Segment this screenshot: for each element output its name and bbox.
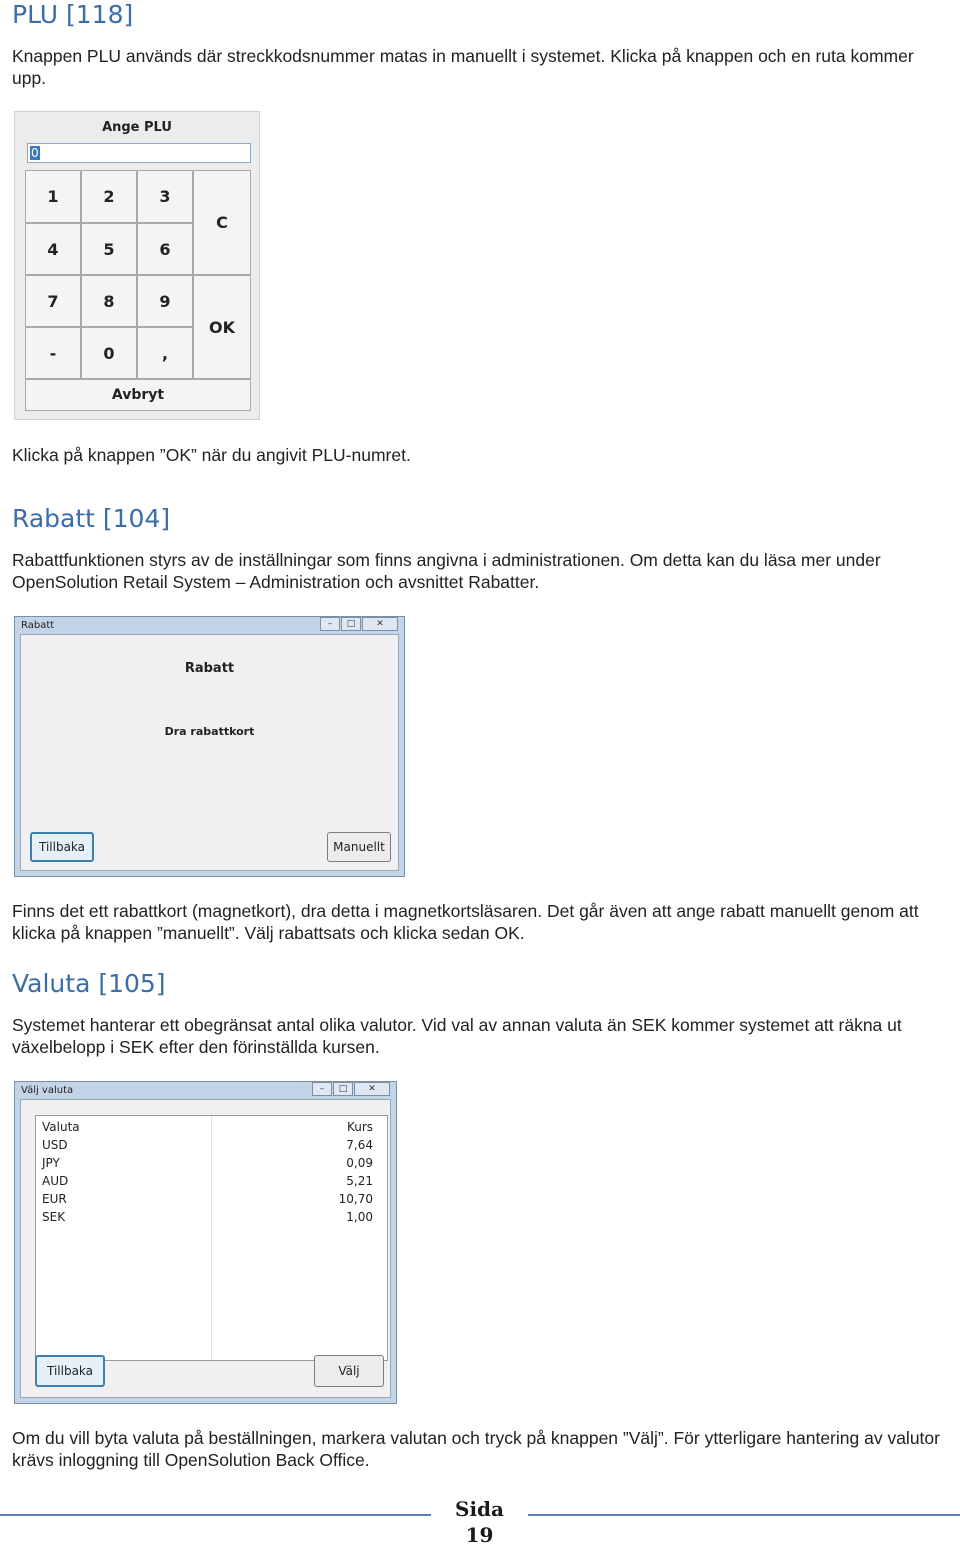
currency-code: AUD (42, 1174, 69, 1188)
key-6[interactable]: 6 (137, 223, 193, 275)
back-button[interactable]: Tillbaka (30, 832, 94, 862)
minimize-icon[interactable]: – (312, 1082, 332, 1096)
valuta-window-title: Välj valuta (21, 1085, 74, 1096)
currency-list[interactable] (35, 1115, 388, 1361)
valuta-after-text: Om du vill byta valuta på beställningen, markera valutan och tryck på knappen ”Välj”. För ytterligare hantering av valutor krävs inloggning till OpenSolution Back Office. (12, 1428, 940, 1470)
currency-rate: 5,21 (346, 1174, 373, 1188)
key-4[interactable]: 4 (25, 223, 81, 275)
close-icon[interactable]: ✕ (354, 1082, 390, 1096)
back-button[interactable]: Tillbaka (35, 1355, 105, 1387)
maximize-icon[interactable]: □ (341, 617, 361, 631)
plu-dialog (14, 111, 260, 420)
page-label (431, 1496, 528, 1548)
currency-rate: 10,70 (338, 1192, 373, 1206)
rabatt-window-client (20, 634, 399, 871)
header-currency: Valuta (42, 1120, 80, 1134)
key-1[interactable]: 1 (25, 170, 81, 223)
footer-rule-left (0, 1514, 431, 1516)
list-item[interactable] (36, 1192, 387, 1210)
page-number: 19 (465, 1523, 494, 1547)
select-button[interactable]: Välj (314, 1355, 384, 1387)
currency-rate: 1,00 (346, 1210, 373, 1224)
rabatt-window-title: Rabatt (21, 620, 55, 631)
list-header (36, 1120, 387, 1138)
key-comma[interactable]: , (137, 327, 193, 379)
rabatt-title: Rabatt (184, 661, 235, 676)
page-word: Sida (455, 1497, 504, 1521)
key-2[interactable]: 2 (81, 170, 137, 223)
close-icon[interactable]: ✕ (362, 617, 398, 631)
minimize-icon[interactable]: – (320, 617, 340, 631)
footer-rule-right (528, 1514, 960, 1516)
currency-code: USD (42, 1138, 68, 1152)
rabatt-intro-text: Rabattfunktionen styrs av de inställningar som finns angivna i administrationen. Om detta kan du läsa mer under OpenSolution Retail System – Administration och avsnittet Rabatter. (12, 550, 881, 592)
plu-after-text: Klicka på knappen ”OK” när du angivit PLU-numret. (12, 445, 411, 465)
plu-dialog-title: Ange PLU (102, 120, 172, 135)
currency-code: EUR (42, 1192, 67, 1206)
currency-rate: 7,64 (346, 1138, 373, 1152)
plu-intro-text: Knappen PLU används där streckkodsnummer matas in manuellt i systemet. Klicka på knappen och en ruta kommer upp. (12, 46, 914, 88)
header-rate: Kurs (346, 1120, 373, 1134)
key-9[interactable]: 9 (137, 275, 193, 327)
list-item[interactable] (36, 1174, 387, 1192)
key-8[interactable]: 8 (81, 275, 137, 327)
window-controls (311, 1082, 390, 1096)
key-5[interactable]: 5 (81, 223, 137, 275)
plu-input[interactable] (27, 143, 251, 163)
section-heading-plu: PLU [118] (12, 0, 134, 29)
key-7[interactable]: 7 (25, 275, 81, 327)
list-item[interactable] (36, 1138, 387, 1156)
section-heading-rabatt: Rabatt [104] (12, 504, 171, 533)
plu-input-value: 0 (31, 146, 39, 160)
manual-button[interactable]: Manuellt (327, 832, 391, 862)
valuta-window (14, 1081, 397, 1404)
rabatt-prompt: Dra rabattkort (164, 725, 255, 738)
clear-button[interactable]: C (193, 170, 251, 275)
currency-code: SEK (42, 1210, 66, 1224)
cancel-button[interactable]: Avbryt (25, 379, 251, 411)
key-3[interactable]: 3 (137, 170, 193, 223)
valuta-window-client (20, 1099, 391, 1398)
rabatt-after-text: Finns det ett rabattkort (magnetkort), dra detta i magnetkortsläsaren. Det går även att ange rabatt manuellt genom att klicka på knappen ”manuellt”. Välj rabattsats och klicka sedan OK. (12, 901, 919, 943)
ok-button[interactable]: OK (193, 275, 251, 379)
maximize-icon[interactable]: □ (333, 1082, 353, 1096)
key-0[interactable]: 0 (81, 327, 137, 379)
valuta-intro-text: Systemet hanterar ett obegränsat antal olika valutor. Vid val av annan valuta än SEK kommer systemet att räkna ut växelbelopp i SEK efter den förinställda kursen. (12, 1015, 902, 1057)
key-minus[interactable]: - (25, 327, 81, 379)
list-item[interactable] (36, 1210, 387, 1228)
list-item[interactable] (36, 1156, 387, 1174)
currency-code: JPY (42, 1156, 60, 1170)
currency-rate: 0,09 (346, 1156, 373, 1170)
section-heading-valuta: Valuta [105] (12, 969, 166, 998)
window-controls (319, 617, 398, 631)
rabatt-window (14, 616, 405, 877)
